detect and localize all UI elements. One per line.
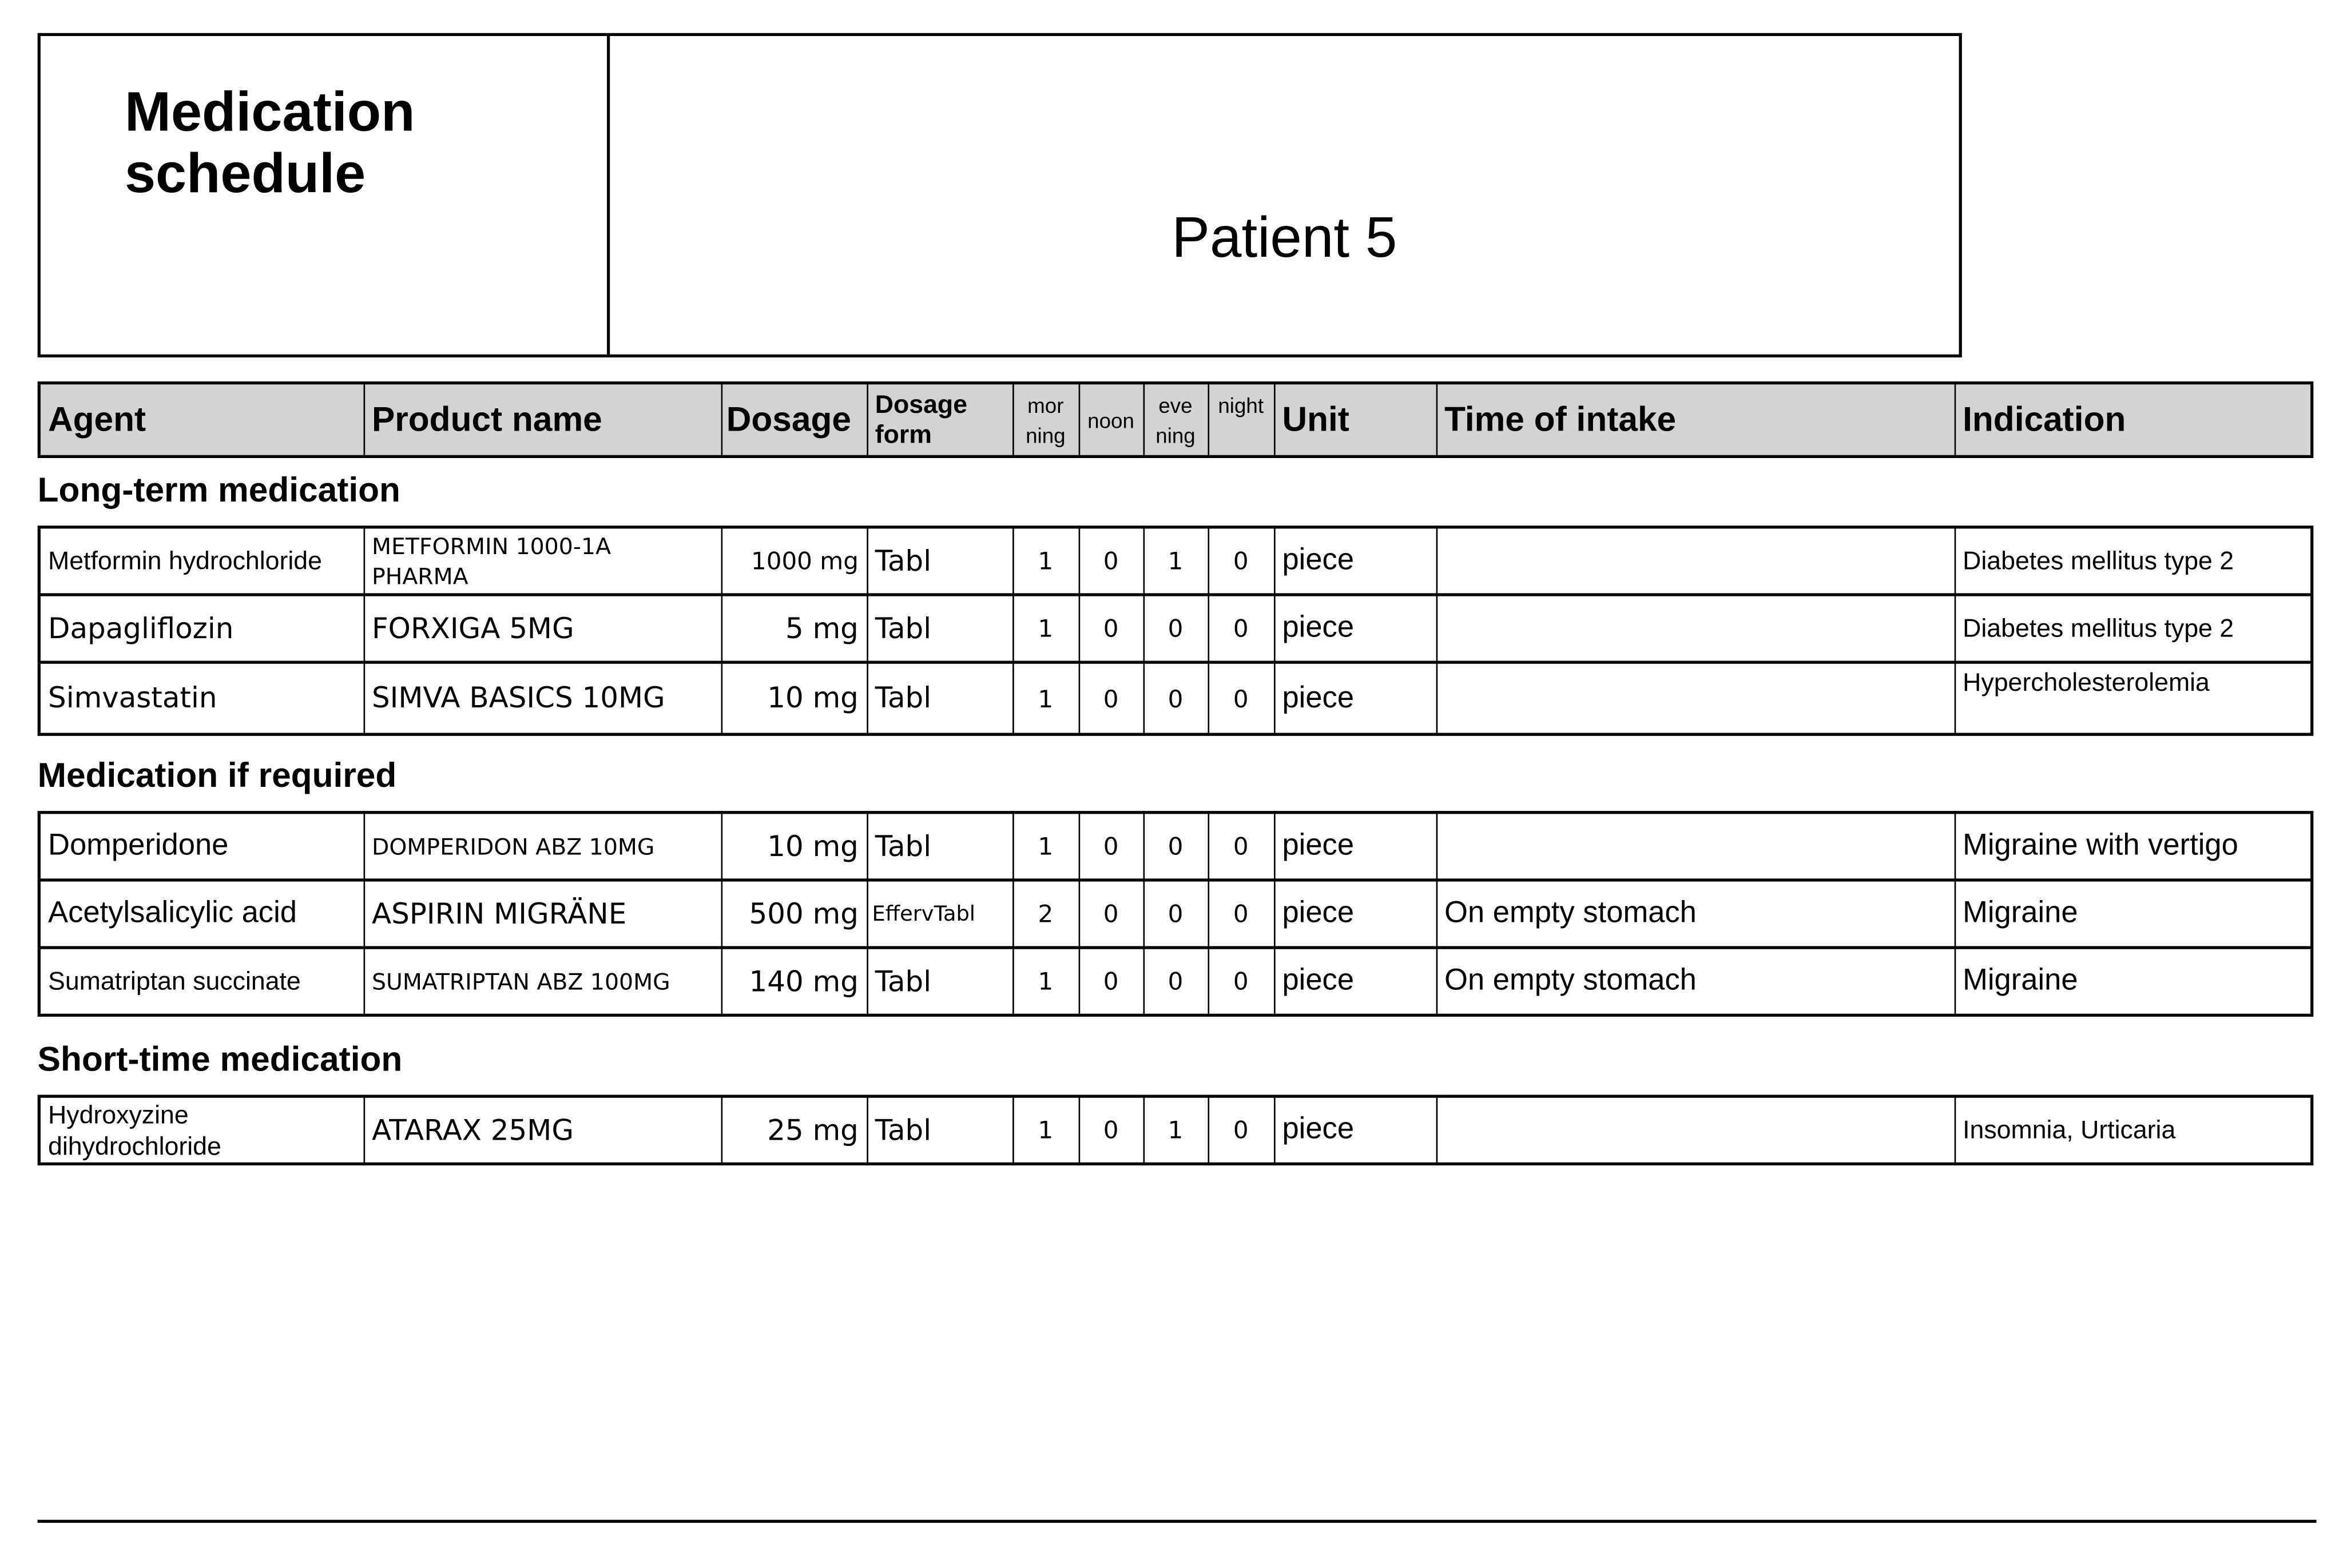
header-dosage-form-line2: form (875, 420, 932, 448)
cell-unit: piece (1274, 1096, 1436, 1164)
cell-time-of-intake: On empty stomach (1436, 880, 1955, 948)
cell-agent: Acetylsalicylic acid (39, 880, 363, 948)
cell-dosage: 10 mg (721, 813, 867, 880)
table-row (39, 527, 2312, 595)
cell-indication: Insomnia, Urticaria (1955, 1096, 2312, 1164)
cell-dosage: 10 mg (721, 662, 867, 734)
cell-agent: Simvastatin (39, 662, 363, 734)
cell-night: 0 (1208, 948, 1274, 1015)
cell-morning: 1 (1012, 1096, 1079, 1164)
cell-unit: piece (1274, 662, 1436, 734)
section-label-short-time: Short-time medication (37, 1039, 403, 1079)
cell-agent: Domperidone (39, 813, 363, 880)
table-row (39, 1096, 2312, 1164)
table-row (39, 662, 2312, 734)
header-evening (1143, 383, 1208, 457)
section-table-long-term (38, 526, 2314, 736)
document-title-line2: schedule (124, 142, 366, 205)
header-dosage-form (867, 383, 1012, 457)
cell-noon: 0 (1079, 880, 1143, 948)
cell-agent: Sumatriptan succinate (39, 948, 363, 1015)
cell-product: ATARAX 25MG (364, 1096, 721, 1164)
section-table-if-required (38, 811, 2314, 1017)
cell-unit: piece (1274, 880, 1436, 948)
cell-dosage: 500 mg (721, 880, 867, 948)
header-row (39, 383, 2312, 457)
cell-morning: 2 (1012, 880, 1079, 948)
cell-unit: piece (1274, 948, 1436, 1015)
cell-indication: Hypercholesterolemia (1955, 662, 2312, 734)
cell-product: SUMATRIPTAN ABZ 100MG (364, 948, 721, 1015)
cell-form: Tabl (867, 1096, 1012, 1164)
header-morning (1012, 383, 1079, 457)
cell-night: 0 (1208, 880, 1274, 948)
cell-night: 0 (1208, 527, 1274, 595)
header-morning-line2: ning (1026, 423, 1066, 447)
cell-dosage: 5 mg (721, 595, 867, 662)
column-header-table (38, 381, 2314, 458)
cell-night: 0 (1208, 813, 1274, 880)
cell-form: EffervTabl (867, 880, 1012, 948)
cell-morning: 1 (1012, 662, 1079, 734)
table-row (39, 813, 2312, 880)
section-label-long-term: Long-term medication (37, 470, 400, 510)
cell-evening: 1 (1143, 527, 1208, 595)
cell-noon: 0 (1079, 1096, 1143, 1164)
header-product-name: Product name (364, 383, 721, 457)
cell-evening: 0 (1143, 595, 1208, 662)
cell-dosage: 1000 mg (721, 527, 867, 595)
cell-time-of-intake (1436, 527, 1955, 595)
cell-indication: Diabetes mellitus type 2 (1955, 595, 2312, 662)
header-evening-line1: eve (1158, 392, 1193, 417)
cell-agent: Dapagliflozin (39, 595, 363, 662)
cell-noon: 0 (1079, 595, 1143, 662)
header-noon: noon (1079, 383, 1143, 457)
cell-noon: 0 (1079, 527, 1143, 595)
header-evening-line2: ning (1155, 423, 1196, 447)
cell-morning: 1 (1012, 595, 1079, 662)
table-row (39, 595, 2312, 662)
cell-noon: 0 (1079, 662, 1143, 734)
header-dosage: Dosage (721, 383, 867, 457)
cell-night: 0 (1208, 595, 1274, 662)
cell-evening: 0 (1143, 880, 1208, 948)
cell-morning: 1 (1012, 527, 1079, 595)
cell-indication: Diabetes mellitus type 2 (1955, 527, 2312, 595)
cell-time-of-intake: On empty stomach (1436, 948, 1955, 1015)
header-night: night (1208, 383, 1274, 457)
cell-evening: 0 (1143, 813, 1208, 880)
cell-evening: 0 (1143, 662, 1208, 734)
cell-product: METFORMIN 1000-1A PHARMA (364, 527, 721, 595)
title-box (38, 33, 1962, 357)
cell-indication: Migraine (1955, 948, 2312, 1015)
document-title (125, 81, 415, 204)
cell-evening: 0 (1143, 948, 1208, 1015)
header-time-of-intake: Time of intake (1436, 383, 1955, 457)
title-cell (41, 36, 610, 355)
cell-time-of-intake (1436, 595, 1955, 662)
cell-time-of-intake (1436, 1096, 1955, 1164)
header-agent: Agent (39, 383, 363, 457)
section-table-short-time (38, 1095, 2314, 1165)
cell-product: SIMVA BASICS 10MG (364, 662, 721, 734)
cell-product: FORXIGA 5MG (364, 595, 721, 662)
cell-product: ASPIRIN MIGRÄNE (364, 880, 721, 948)
cell-agent: Metformin hydrochloride (39, 527, 363, 595)
cell-product: DOMPERIDON ABZ 10MG (364, 813, 721, 880)
cell-form: Tabl (867, 527, 1012, 595)
cell-morning: 1 (1012, 813, 1079, 880)
cell-unit: piece (1274, 527, 1436, 595)
patient-name: Patient 5 (1171, 207, 1397, 270)
cell-dosage: 25 mg (721, 1096, 867, 1164)
cell-noon: 0 (1079, 813, 1143, 880)
cell-unit: piece (1274, 813, 1436, 880)
cell-time-of-intake (1436, 813, 1955, 880)
cell-form: Tabl (867, 662, 1012, 734)
section-label-if-required: Medication if required (37, 755, 397, 795)
cell-indication: Migraine with vertigo (1955, 813, 2312, 880)
cell-unit: piece (1274, 595, 1436, 662)
header-indication: Indication (1955, 383, 2312, 457)
cell-noon: 0 (1079, 948, 1143, 1015)
footer-divider (38, 1520, 2317, 1523)
header-morning-line1: mor (1027, 392, 1064, 417)
document-title-line1: Medication (124, 81, 415, 143)
cell-form: Tabl (867, 595, 1012, 662)
header-unit: Unit (1274, 383, 1436, 457)
table-row (39, 880, 2312, 948)
cell-night: 0 (1208, 1096, 1274, 1164)
cell-time-of-intake (1436, 662, 1955, 734)
header-dosage-form-line1: Dosage (875, 389, 968, 419)
cell-form: Tabl (867, 813, 1012, 880)
cell-dosage: 140 mg (721, 948, 867, 1015)
cell-form: Tabl (867, 948, 1012, 1015)
cell-evening: 1 (1143, 1096, 1208, 1164)
cell-indication: Migraine (1955, 880, 2312, 948)
cell-agent: Hydroxyzine dihydrochloride (39, 1096, 363, 1164)
cell-night: 0 (1208, 662, 1274, 734)
cell-morning: 1 (1012, 948, 1079, 1015)
table-row (39, 948, 2312, 1015)
